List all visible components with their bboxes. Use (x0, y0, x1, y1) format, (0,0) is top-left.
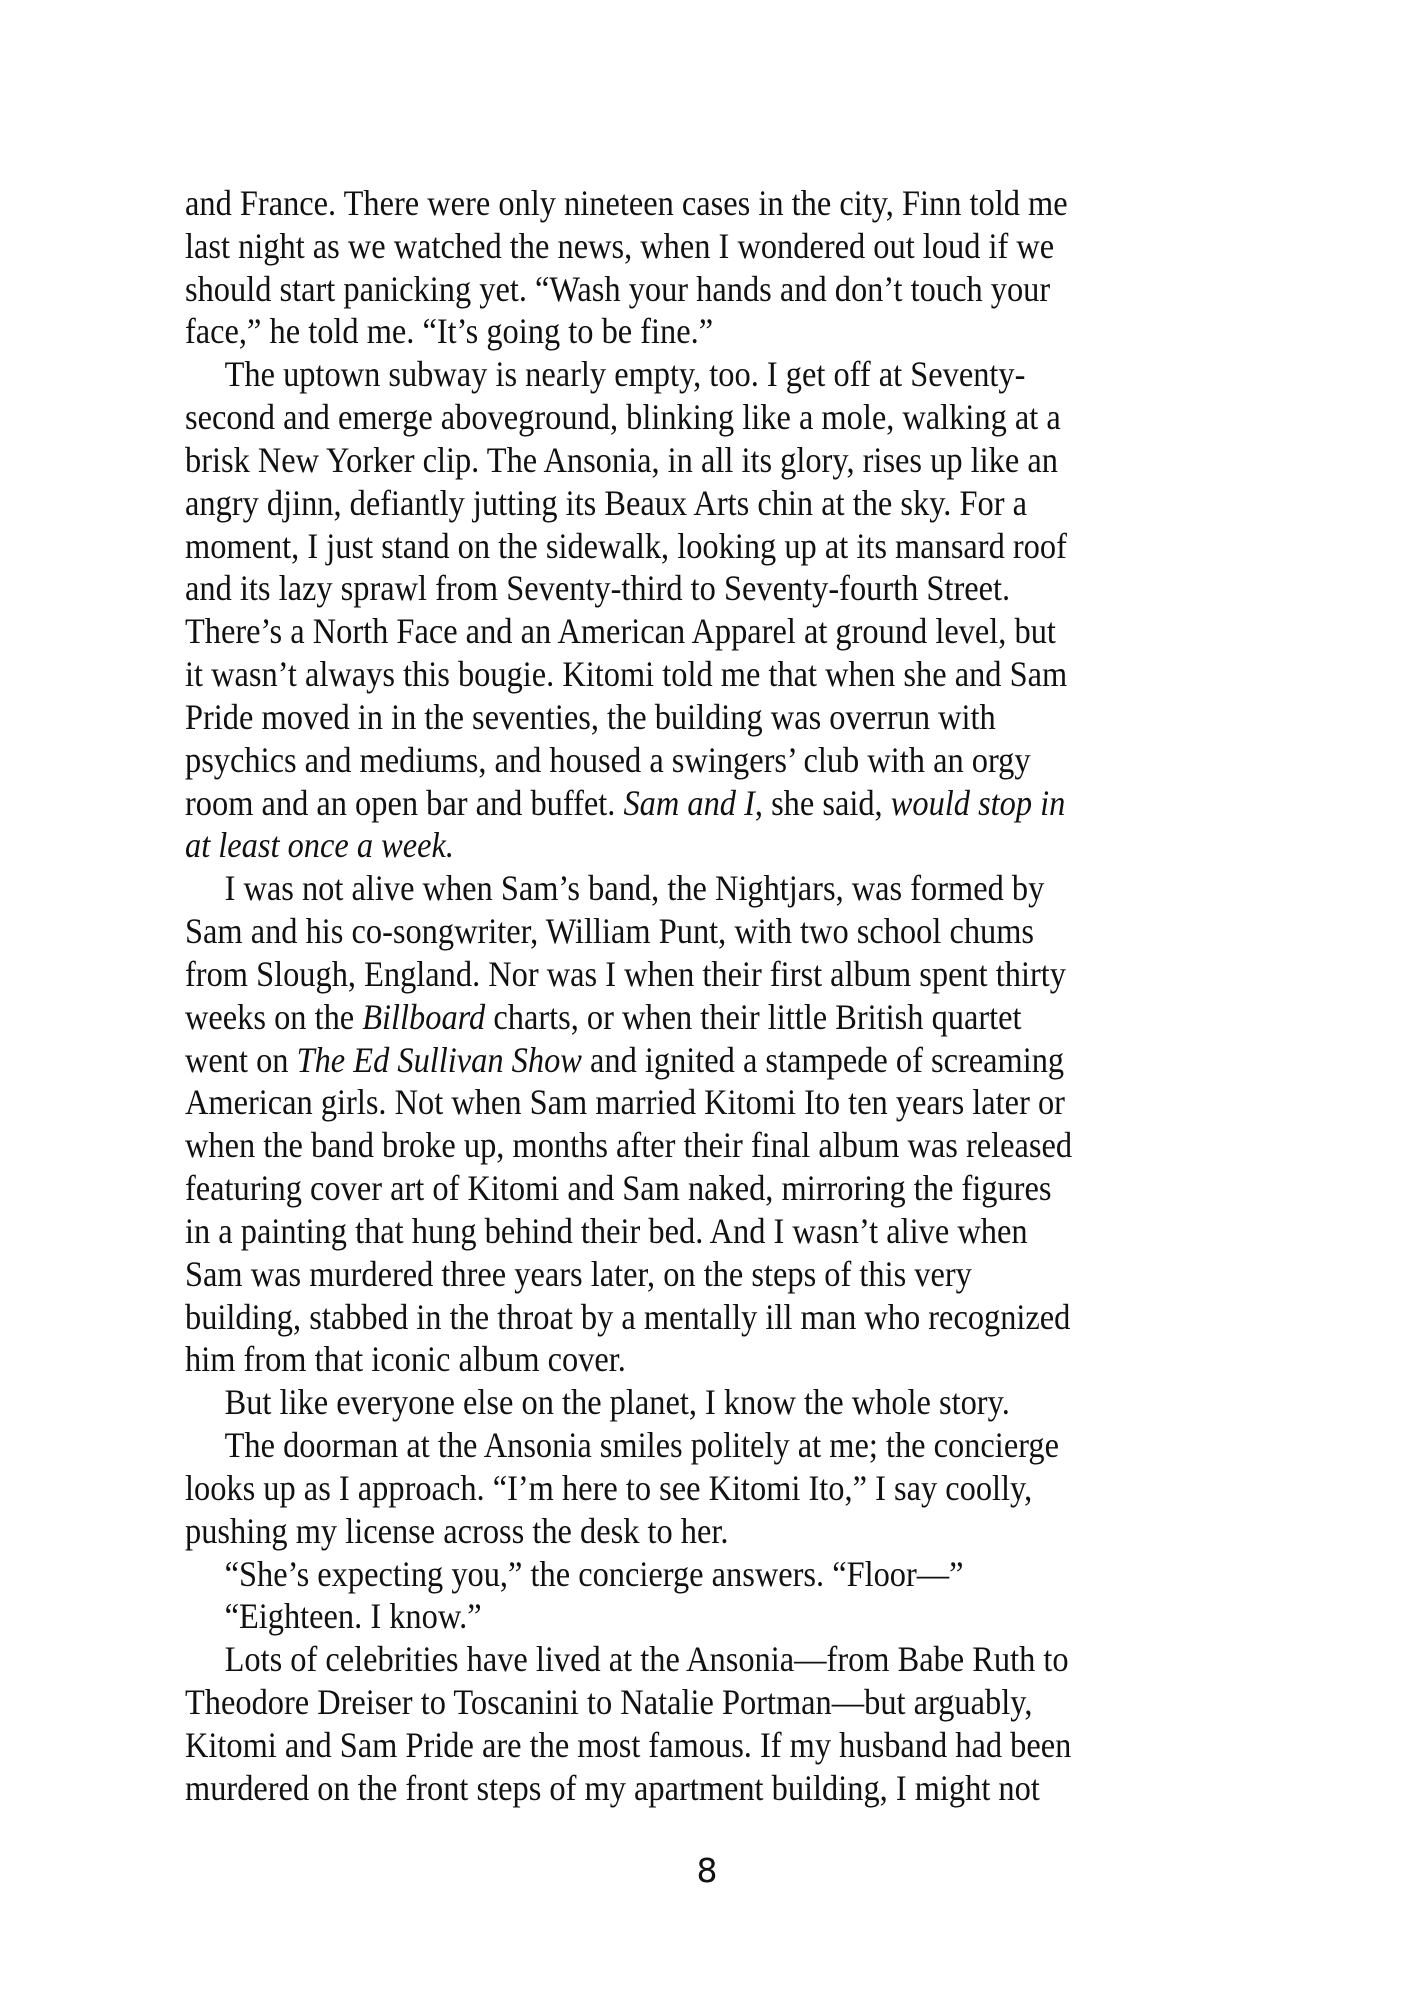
paragraph-first-line (185, 1424, 1211, 1467)
text-line (185, 1681, 1211, 1724)
italic-text: The Ed Sullivan Show (296, 1039, 582, 1080)
text-line (185, 439, 1211, 482)
text-run: Pride moved in in the seventies, the building was overrun with (185, 696, 996, 737)
body-text (185, 182, 1211, 1809)
text-run: second and emerge aboveground, blinking like a mole, walking at a (185, 397, 1061, 438)
text-line (185, 567, 1211, 610)
text-run: “Eighteen. I know.” (224, 1596, 482, 1637)
page-number: 8 (696, 1851, 718, 1890)
italic-text: Billboard (362, 996, 486, 1037)
text-run: looks up as I approach. “I’m here to see Kitomi Ito,” I say coolly, (185, 1467, 1033, 1508)
text-run: murdered on the front steps of my apartment building, I might not (185, 1767, 1040, 1808)
text-line (185, 182, 1211, 225)
text-run: The uptown subway is nearly empty, too. I get off at Seventy- (224, 354, 1026, 395)
text-line (185, 1296, 1211, 1339)
text-run: it wasn’t always this bougie. Kitomi told me that when she and Sam (185, 654, 1068, 695)
text-line (185, 1210, 1211, 1253)
text-run: pushing my license across the desk to her. (185, 1510, 729, 1551)
text-line (185, 1467, 1211, 1510)
paragraph-first-line (185, 867, 1211, 910)
text-line (185, 1039, 1211, 1082)
text-line (185, 1510, 1211, 1553)
text-line (185, 225, 1211, 268)
text-run: should start panicking yet. “Wash your hands and don’t touch your (185, 268, 1051, 309)
text-line (185, 1338, 1211, 1381)
italic-text: would stop in (890, 782, 1066, 823)
text-line (185, 782, 1211, 825)
text-run: face,” he told me. “It’s going to be fine.” (185, 311, 714, 352)
text-run: and France. There were only nineteen cases in the city, Finn told me (185, 183, 1068, 223)
text-run: and its lazy sprawl from Seventy-third to Seventy-fourth Street. (185, 568, 1011, 609)
text-run: and ignited a stampede of screaming (581, 1039, 1065, 1080)
text-run: psychics and mediums, and housed a swingers’ club with an orgy (185, 739, 1031, 780)
text-run: Kitomi and Sam Pride are the most famous. If my husband had been (185, 1724, 1072, 1765)
text-run: featuring cover art of Kitomi and Sam naked, mirroring the figures (185, 1168, 1052, 1209)
text-run: moment, I just stand on the sidewalk, looking up at its mansard roof (185, 525, 1067, 566)
text-line (185, 1767, 1211, 1810)
text-run: from Slough, England. Nor was I when their first album spent thirty (185, 953, 1066, 994)
paragraph-first-line (185, 1381, 1211, 1424)
italic-text: at least once a week. (185, 825, 455, 866)
text-line (185, 1724, 1211, 1767)
text-line (185, 396, 1211, 439)
text-run: There’s a North Face and an American Apparel at ground level, but (185, 611, 1056, 652)
text-run: Theodore Dreiser to Toscanini to Natalie Portman—but arguably, (185, 1681, 1033, 1722)
text-run: Sam was murdered three years later, on the steps of this very (185, 1253, 972, 1294)
italic-text: Sam and I (623, 782, 755, 823)
text-line (185, 1081, 1211, 1124)
text-run: when the band broke up, months after their final album was released (185, 1125, 1073, 1166)
text-line (185, 1253, 1211, 1296)
text-line (185, 310, 1211, 353)
text-run: angry djinn, defiantly jutting its Beaux Arts chin at the sky. For a (185, 482, 1027, 523)
text-line (185, 910, 1211, 953)
text-line (185, 653, 1211, 696)
text-run: “She’s expecting you,” the concierge answers. “Floor—” (224, 1553, 964, 1594)
text-run: in a painting that hung behind their bed. And I wasn’t alive when (185, 1210, 1028, 1251)
text-line (185, 996, 1211, 1039)
text-run: Lots of celebrities have lived at the Ansonia—from Babe Ruth to (224, 1639, 1069, 1680)
text-line (185, 696, 1211, 739)
text-line (185, 610, 1211, 653)
text-run: room and an open bar and buffet. (185, 782, 624, 823)
text-line (185, 824, 1211, 867)
paragraph-first-line (185, 1553, 1211, 1596)
text-line (185, 1167, 1211, 1210)
text-line (185, 268, 1211, 311)
text-line (185, 953, 1211, 996)
text-run: The doorman at the Ansonia smiles politely at me; the concierge (224, 1425, 1059, 1466)
text-run: him from that iconic album cover. (185, 1339, 626, 1380)
text-run: Sam and his co-songwriter, William Punt, with two school chums (185, 911, 1035, 952)
text-run: charts, or when their little British quartet (485, 996, 1022, 1037)
text-run: I was not alive when Sam’s band, the Nightjars, was formed by (224, 868, 1045, 909)
paragraph-first-line (185, 1595, 1211, 1638)
text-run: American girls. Not when Sam married Kitomi Ito ten years later or (185, 1082, 1065, 1123)
paragraph-first-line (185, 353, 1211, 396)
text-run: building, stabbed in the throat by a mentally ill man who recognized (185, 1296, 1071, 1337)
paragraph-first-line (185, 1638, 1211, 1681)
text-line (185, 525, 1211, 568)
text-run: went on (185, 1039, 297, 1080)
text-run: last night as we watched the news, when I wondered out loud if we (185, 225, 1055, 266)
text-line (185, 739, 1211, 782)
text-line (185, 482, 1211, 525)
text-line (185, 1124, 1211, 1167)
text-run: brisk New Yorker clip. The Ansonia, in all its glory, rises up like an (185, 439, 1058, 480)
text-run: , she said, (754, 782, 891, 823)
text-run: But like everyone else on the planet, I know the whole story. (224, 1382, 1010, 1423)
text-run: weeks on the (185, 996, 363, 1037)
